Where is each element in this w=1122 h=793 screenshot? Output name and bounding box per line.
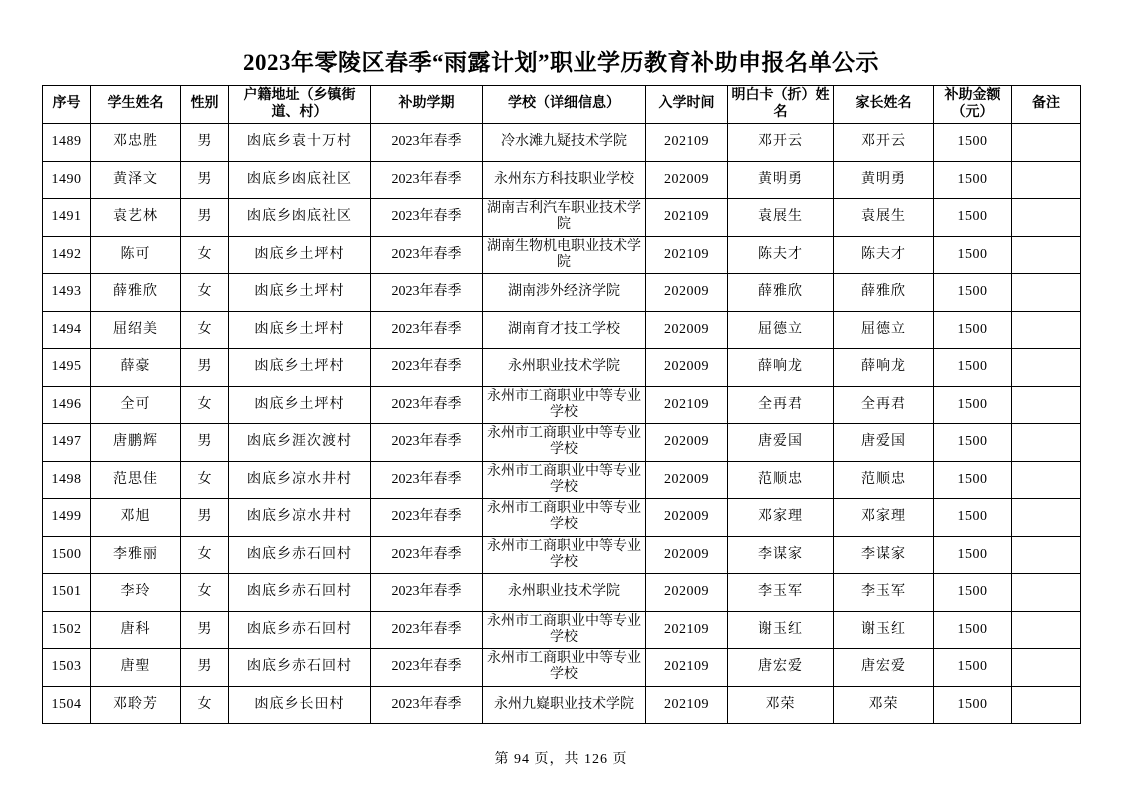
cell-semester: 2023年春季 bbox=[371, 124, 483, 162]
header-cell-remark: 备注 bbox=[1012, 86, 1081, 124]
cell-gender: 女 bbox=[181, 274, 229, 312]
cell-name: 薛雅欣 bbox=[91, 274, 181, 312]
cell-remark bbox=[1012, 611, 1081, 649]
table-row bbox=[43, 499, 1081, 537]
cell-gender: 男 bbox=[181, 124, 229, 162]
table-row bbox=[43, 311, 1081, 349]
cell-amount: 1500 bbox=[934, 311, 1012, 349]
cell-card: 薛响龙 bbox=[728, 349, 834, 387]
cell-index: 1490 bbox=[43, 161, 91, 199]
cell-card: 邓家理 bbox=[728, 499, 834, 537]
cell-enroll: 202009 bbox=[646, 574, 728, 612]
table-header-row bbox=[43, 86, 1081, 124]
cell-parent: 唐宏爱 bbox=[834, 649, 934, 687]
cell-address: 凼底乡赤石回村 bbox=[229, 536, 371, 574]
cell-index: 1495 bbox=[43, 349, 91, 387]
cell-parent: 范顺忠 bbox=[834, 461, 934, 499]
cell-gender: 男 bbox=[181, 611, 229, 649]
cell-name: 李玲 bbox=[91, 574, 181, 612]
cell-name: 黄泽文 bbox=[91, 161, 181, 199]
cell-semester: 2023年春季 bbox=[371, 349, 483, 387]
cell-index: 1491 bbox=[43, 199, 91, 237]
cell-remark bbox=[1012, 199, 1081, 237]
cell-semester: 2023年春季 bbox=[371, 649, 483, 687]
table-row bbox=[43, 236, 1081, 274]
cell-index: 1493 bbox=[43, 274, 91, 312]
cell-card: 范顺忠 bbox=[728, 461, 834, 499]
cell-gender: 女 bbox=[181, 311, 229, 349]
cell-gender: 男 bbox=[181, 499, 229, 537]
cell-semester: 2023年春季 bbox=[371, 199, 483, 237]
table-row bbox=[43, 536, 1081, 574]
cell-address: 凼底乡赤石回村 bbox=[229, 611, 371, 649]
cell-remark bbox=[1012, 274, 1081, 312]
cell-school: 湖南生物机电职业技术学院 bbox=[483, 236, 646, 274]
cell-card: 袁展生 bbox=[728, 199, 834, 237]
cell-enroll: 202109 bbox=[646, 199, 728, 237]
cell-parent: 黄明勇 bbox=[834, 161, 934, 199]
cell-enroll: 202109 bbox=[646, 649, 728, 687]
cell-amount: 1500 bbox=[934, 686, 1012, 724]
cell-remark bbox=[1012, 461, 1081, 499]
cell-amount: 1500 bbox=[934, 349, 1012, 387]
cell-address: 凼底乡土坪村 bbox=[229, 386, 371, 424]
cell-enroll: 202009 bbox=[646, 536, 728, 574]
cell-card: 李谋家 bbox=[728, 536, 834, 574]
cell-index: 1503 bbox=[43, 649, 91, 687]
cell-name: 范思佳 bbox=[91, 461, 181, 499]
cell-card: 李玉军 bbox=[728, 574, 834, 612]
cell-address: 凼底乡赤石回村 bbox=[229, 574, 371, 612]
header-cell-name: 学生姓名 bbox=[91, 86, 181, 124]
cell-amount: 1500 bbox=[934, 386, 1012, 424]
page-title: 2023年零陵区春季“雨露计划”职业学历教育补助申报名单公示 bbox=[243, 50, 879, 75]
cell-amount: 1500 bbox=[934, 161, 1012, 199]
cell-name: 薛豪 bbox=[91, 349, 181, 387]
cell-remark bbox=[1012, 499, 1081, 537]
cell-card: 邓开云 bbox=[728, 124, 834, 162]
cell-gender: 男 bbox=[181, 199, 229, 237]
table-row bbox=[43, 686, 1081, 724]
cell-name: 陈可 bbox=[91, 236, 181, 274]
cell-remark bbox=[1012, 649, 1081, 687]
cell-parent: 屈德立 bbox=[834, 311, 934, 349]
cell-enroll: 202009 bbox=[646, 274, 728, 312]
cell-remark bbox=[1012, 386, 1081, 424]
cell-parent: 唐爱国 bbox=[834, 424, 934, 462]
page-number: 第 94 页，共 126 页 bbox=[494, 752, 628, 767]
cell-amount: 1500 bbox=[934, 649, 1012, 687]
header-cell-school: 学校（详细信息） bbox=[483, 86, 646, 124]
cell-address: 凼底乡凼底社区 bbox=[229, 161, 371, 199]
cell-card: 邓荣 bbox=[728, 686, 834, 724]
cell-address: 凼底乡长田村 bbox=[229, 686, 371, 724]
cell-enroll: 202009 bbox=[646, 461, 728, 499]
cell-parent: 邓开云 bbox=[834, 124, 934, 162]
table-row bbox=[43, 386, 1081, 424]
cell-enroll: 202009 bbox=[646, 349, 728, 387]
subsidy-roster-table bbox=[42, 85, 1081, 724]
cell-index: 1501 bbox=[43, 574, 91, 612]
table-row bbox=[43, 649, 1081, 687]
cell-parent: 薛响龙 bbox=[834, 349, 934, 387]
cell-amount: 1500 bbox=[934, 236, 1012, 274]
header-cell-amount: 补助金额（元） bbox=[934, 86, 1012, 124]
cell-amount: 1500 bbox=[934, 574, 1012, 612]
cell-semester: 2023年春季 bbox=[371, 686, 483, 724]
cell-amount: 1500 bbox=[934, 199, 1012, 237]
cell-semester: 2023年春季 bbox=[371, 424, 483, 462]
cell-gender: 女 bbox=[181, 686, 229, 724]
table-row bbox=[43, 611, 1081, 649]
cell-school: 冷水滩九疑技术学院 bbox=[483, 124, 646, 162]
cell-amount: 1500 bbox=[934, 274, 1012, 312]
cell-remark bbox=[1012, 424, 1081, 462]
cell-semester: 2023年春季 bbox=[371, 274, 483, 312]
header-cell-index: 序号 bbox=[43, 86, 91, 124]
cell-semester: 2023年春季 bbox=[371, 311, 483, 349]
cell-school: 永州九嶷职业技术学院 bbox=[483, 686, 646, 724]
cell-enroll: 202009 bbox=[646, 424, 728, 462]
cell-parent: 邓家理 bbox=[834, 499, 934, 537]
header-cell-enroll: 入学时间 bbox=[646, 86, 728, 124]
cell-gender: 男 bbox=[181, 649, 229, 687]
cell-enroll: 202009 bbox=[646, 499, 728, 537]
cell-parent: 陈夫才 bbox=[834, 236, 934, 274]
cell-gender: 男 bbox=[181, 424, 229, 462]
cell-address: 凼底乡土坪村 bbox=[229, 311, 371, 349]
cell-parent: 袁展生 bbox=[834, 199, 934, 237]
cell-address: 凼底乡土坪村 bbox=[229, 349, 371, 387]
cell-card: 唐爱国 bbox=[728, 424, 834, 462]
cell-address: 凼底乡涯次渡村 bbox=[229, 424, 371, 462]
cell-gender: 女 bbox=[181, 386, 229, 424]
cell-remark bbox=[1012, 686, 1081, 724]
cell-school: 湖南涉外经济学院 bbox=[483, 274, 646, 312]
cell-school: 永州市工商职业中等专业学校 bbox=[483, 461, 646, 499]
cell-remark bbox=[1012, 161, 1081, 199]
cell-name: 邓聆芳 bbox=[91, 686, 181, 724]
cell-school: 永州职业技术学院 bbox=[483, 574, 646, 612]
cell-remark bbox=[1012, 311, 1081, 349]
cell-school: 永州职业技术学院 bbox=[483, 349, 646, 387]
cell-gender: 男 bbox=[181, 349, 229, 387]
cell-amount: 1500 bbox=[934, 611, 1012, 649]
cell-remark bbox=[1012, 536, 1081, 574]
cell-name: 袁艺林 bbox=[91, 199, 181, 237]
cell-name: 唐科 bbox=[91, 611, 181, 649]
cell-address: 凼底乡土坪村 bbox=[229, 274, 371, 312]
cell-address: 凼底乡土坪村 bbox=[229, 236, 371, 274]
header-cell-parent: 家长姓名 bbox=[834, 86, 934, 124]
cell-parent: 李玉军 bbox=[834, 574, 934, 612]
cell-index: 1504 bbox=[43, 686, 91, 724]
cell-enroll: 202109 bbox=[646, 611, 728, 649]
cell-semester: 2023年春季 bbox=[371, 386, 483, 424]
table-row bbox=[43, 124, 1081, 162]
cell-name: 屈绍美 bbox=[91, 311, 181, 349]
cell-index: 1499 bbox=[43, 499, 91, 537]
cell-parent: 薛雅欣 bbox=[834, 274, 934, 312]
cell-gender: 女 bbox=[181, 574, 229, 612]
cell-parent: 李谋家 bbox=[834, 536, 934, 574]
header-cell-gender: 性别 bbox=[181, 86, 229, 124]
cell-card: 薛雅欣 bbox=[728, 274, 834, 312]
cell-school: 永州市工商职业中等专业学校 bbox=[483, 424, 646, 462]
cell-remark bbox=[1012, 236, 1081, 274]
cell-card: 屈德立 bbox=[728, 311, 834, 349]
cell-enroll: 202009 bbox=[646, 161, 728, 199]
cell-index: 1498 bbox=[43, 461, 91, 499]
table-row bbox=[43, 461, 1081, 499]
cell-enroll: 202109 bbox=[646, 236, 728, 274]
table-row bbox=[43, 199, 1081, 237]
cell-index: 1500 bbox=[43, 536, 91, 574]
header-cell-address: 户籍地址（乡镇街道、村） bbox=[229, 86, 371, 124]
cell-semester: 2023年春季 bbox=[371, 161, 483, 199]
table-row bbox=[43, 161, 1081, 199]
table-row bbox=[43, 274, 1081, 312]
cell-remark bbox=[1012, 124, 1081, 162]
cell-school: 永州东方科技职业学校 bbox=[483, 161, 646, 199]
cell-school: 永州市工商职业中等专业学校 bbox=[483, 611, 646, 649]
cell-name: 唐鹏辉 bbox=[91, 424, 181, 462]
cell-card: 谢玉红 bbox=[728, 611, 834, 649]
cell-name: 全可 bbox=[91, 386, 181, 424]
cell-index: 1497 bbox=[43, 424, 91, 462]
cell-semester: 2023年春季 bbox=[371, 236, 483, 274]
cell-remark bbox=[1012, 349, 1081, 387]
cell-name: 李雅丽 bbox=[91, 536, 181, 574]
cell-school: 永州市工商职业中等专业学校 bbox=[483, 649, 646, 687]
cell-address: 凼底乡袁十万村 bbox=[229, 124, 371, 162]
cell-gender: 女 bbox=[181, 536, 229, 574]
cell-school: 永州市工商职业中等专业学校 bbox=[483, 386, 646, 424]
cell-gender: 男 bbox=[181, 161, 229, 199]
cell-semester: 2023年春季 bbox=[371, 574, 483, 612]
cell-parent: 邓荣 bbox=[834, 686, 934, 724]
cell-enroll: 202109 bbox=[646, 686, 728, 724]
cell-address: 凼底乡凉水井村 bbox=[229, 461, 371, 499]
cell-index: 1502 bbox=[43, 611, 91, 649]
cell-gender: 女 bbox=[181, 236, 229, 274]
cell-index: 1492 bbox=[43, 236, 91, 274]
cell-card: 黄明勇 bbox=[728, 161, 834, 199]
cell-school: 湖南育才技工学校 bbox=[483, 311, 646, 349]
table-row bbox=[43, 349, 1081, 387]
cell-name: 邓忠胜 bbox=[91, 124, 181, 162]
cell-address: 凼底乡凼底社区 bbox=[229, 199, 371, 237]
cell-gender: 女 bbox=[181, 461, 229, 499]
cell-semester: 2023年春季 bbox=[371, 461, 483, 499]
cell-enroll: 202109 bbox=[646, 124, 728, 162]
cell-amount: 1500 bbox=[934, 499, 1012, 537]
cell-semester: 2023年春季 bbox=[371, 499, 483, 537]
cell-amount: 1500 bbox=[934, 536, 1012, 574]
table-row bbox=[43, 424, 1081, 462]
cell-school: 永州市工商职业中等专业学校 bbox=[483, 499, 646, 537]
cell-amount: 1500 bbox=[934, 424, 1012, 462]
cell-amount: 1500 bbox=[934, 124, 1012, 162]
cell-enroll: 202109 bbox=[646, 386, 728, 424]
cell-address: 凼底乡凉水井村 bbox=[229, 499, 371, 537]
cell-card: 全再君 bbox=[728, 386, 834, 424]
cell-semester: 2023年春季 bbox=[371, 536, 483, 574]
cell-index: 1489 bbox=[43, 124, 91, 162]
cell-semester: 2023年春季 bbox=[371, 611, 483, 649]
cell-school: 永州市工商职业中等专业学校 bbox=[483, 536, 646, 574]
cell-card: 唐宏爱 bbox=[728, 649, 834, 687]
header-cell-semester: 补助学期 bbox=[371, 86, 483, 124]
cell-school: 湖南吉利汽车职业技术学院 bbox=[483, 199, 646, 237]
header-cell-card: 明白卡（折）姓名 bbox=[728, 86, 834, 124]
cell-amount: 1500 bbox=[934, 461, 1012, 499]
cell-address: 凼底乡赤石回村 bbox=[229, 649, 371, 687]
cell-name: 唐聖 bbox=[91, 649, 181, 687]
cell-index: 1494 bbox=[43, 311, 91, 349]
cell-card: 陈夫才 bbox=[728, 236, 834, 274]
cell-remark bbox=[1012, 574, 1081, 612]
table-row bbox=[43, 574, 1081, 612]
cell-enroll: 202009 bbox=[646, 311, 728, 349]
cell-index: 1496 bbox=[43, 386, 91, 424]
cell-parent: 全再君 bbox=[834, 386, 934, 424]
cell-parent: 谢玉红 bbox=[834, 611, 934, 649]
cell-name: 邓旭 bbox=[91, 499, 181, 537]
